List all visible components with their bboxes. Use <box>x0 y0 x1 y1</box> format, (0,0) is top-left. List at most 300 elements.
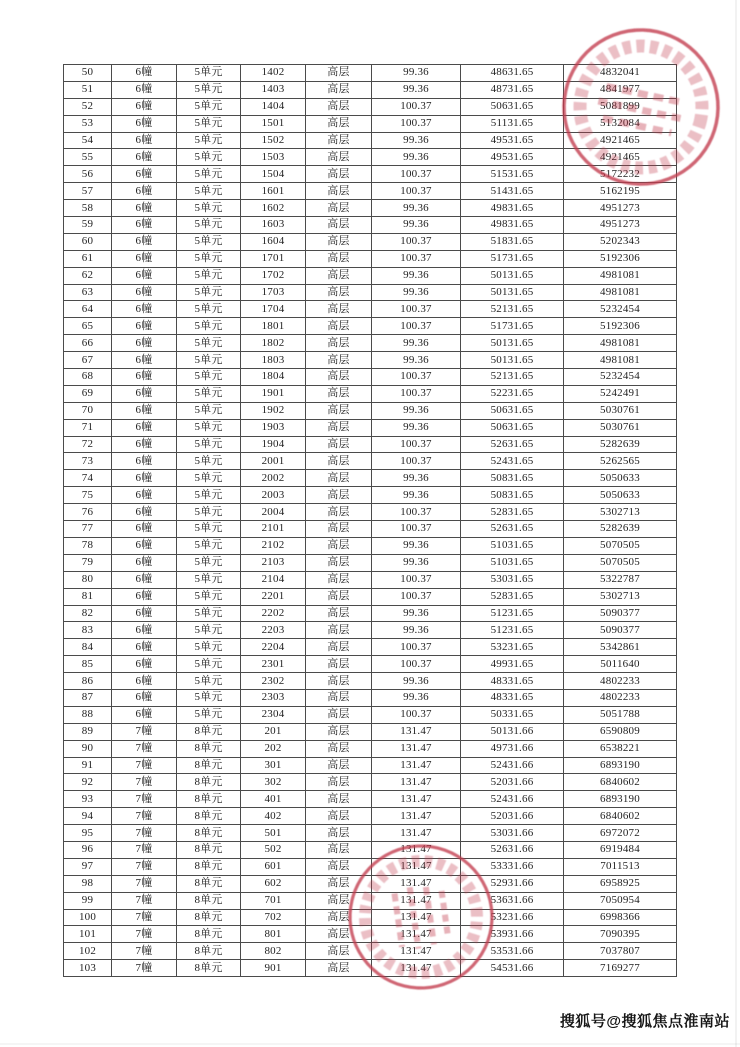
table-row <box>64 521 677 538</box>
table-row <box>64 352 677 369</box>
table-cell: 7037807 <box>564 943 677 960</box>
table-row <box>64 791 677 808</box>
table-cell: 2204 <box>241 639 306 656</box>
table-cell: 8单元 <box>177 740 241 757</box>
table-cell: 81 <box>64 588 112 605</box>
table-cell: 5232454 <box>564 301 677 318</box>
table-cell: 99.36 <box>372 419 461 436</box>
table-cell: 5302713 <box>564 588 677 605</box>
table-cell: 8单元 <box>177 757 241 774</box>
table-cell: 52131.65 <box>461 369 564 386</box>
table-cell: 99.36 <box>372 217 461 234</box>
table-cell: 7幢 <box>112 757 177 774</box>
table-row <box>64 774 677 791</box>
table-row <box>64 217 677 234</box>
table-cell: 5202343 <box>564 233 677 250</box>
table-cell: 64 <box>64 301 112 318</box>
table-cell: 100.37 <box>372 436 461 453</box>
table-cell: 高层 <box>306 723 372 740</box>
table-cell: 6幢 <box>112 419 177 436</box>
table-cell: 6幢 <box>112 385 177 402</box>
table-cell: 48631.65 <box>461 65 564 82</box>
table-cell: 92 <box>64 774 112 791</box>
table-cell: 1902 <box>241 402 306 419</box>
table-cell: 5192306 <box>564 250 677 267</box>
table-cell: 131.47 <box>372 960 461 977</box>
table-cell: 100.37 <box>372 571 461 588</box>
table-row <box>64 301 677 318</box>
table-cell: 2202 <box>241 605 306 622</box>
table-cell: 58 <box>64 200 112 217</box>
table-cell: 6893190 <box>564 757 677 774</box>
table-cell: 高层 <box>306 436 372 453</box>
table-cell: 1802 <box>241 335 306 352</box>
table-cell: 5单元 <box>177 81 241 98</box>
table-cell: 高层 <box>306 774 372 791</box>
table-cell: 48331.65 <box>461 673 564 690</box>
table-cell: 68 <box>64 369 112 386</box>
table-cell: 6幢 <box>112 200 177 217</box>
table-cell: 高层 <box>306 588 372 605</box>
table-cell: 53231.66 <box>461 909 564 926</box>
table-cell: 48331.65 <box>461 689 564 706</box>
table-row <box>64 98 677 115</box>
table-row <box>64 825 677 842</box>
table-cell: 50131.65 <box>461 284 564 301</box>
table-cell: 2002 <box>241 470 306 487</box>
table-cell: 8单元 <box>177 960 241 977</box>
table-cell: 6幢 <box>112 521 177 538</box>
table-cell: 6幢 <box>112 98 177 115</box>
table-cell: 高层 <box>306 554 372 571</box>
table-row <box>64 875 677 892</box>
table-row <box>64 909 677 926</box>
table-cell: 2101 <box>241 521 306 538</box>
table-cell: 高层 <box>306 419 372 436</box>
table-cell: 801 <box>241 926 306 943</box>
table-cell: 高层 <box>306 318 372 335</box>
table-cell: 6972072 <box>564 825 677 842</box>
table-cell: 51 <box>64 81 112 98</box>
table-cell: 5单元 <box>177 622 241 639</box>
table-cell: 高层 <box>306 149 372 166</box>
table-cell: 5单元 <box>177 335 241 352</box>
table-cell: 1704 <box>241 301 306 318</box>
table-cell: 99.36 <box>372 132 461 149</box>
table-cell: 100.37 <box>372 183 461 200</box>
table-cell: 1603 <box>241 217 306 234</box>
table-cell: 8单元 <box>177 926 241 943</box>
table-cell: 53931.66 <box>461 926 564 943</box>
table-cell: 100.37 <box>372 301 461 318</box>
table-cell: 高层 <box>306 335 372 352</box>
table-cell: 6840602 <box>564 774 677 791</box>
table-cell: 99.36 <box>372 65 461 82</box>
table-row <box>64 200 677 217</box>
table-cell: 131.47 <box>372 774 461 791</box>
table-cell: 5030761 <box>564 402 677 419</box>
table-cell: 5242491 <box>564 385 677 402</box>
table-cell: 5081899 <box>564 98 677 115</box>
table-cell: 5051788 <box>564 706 677 723</box>
table-cell: 2304 <box>241 706 306 723</box>
table-cell: 6958925 <box>564 875 677 892</box>
table-row <box>64 453 677 470</box>
table-cell: 6幢 <box>112 301 177 318</box>
table-cell: 8单元 <box>177 943 241 960</box>
table-cell: 51731.65 <box>461 250 564 267</box>
table-cell: 52631.66 <box>461 841 564 858</box>
table-row <box>64 402 677 419</box>
table-row <box>64 369 677 386</box>
table-cell: 1501 <box>241 115 306 132</box>
table-cell: 100.37 <box>372 250 461 267</box>
table-cell: 301 <box>241 757 306 774</box>
table-cell: 49831.65 <box>461 200 564 217</box>
table-cell: 6590809 <box>564 723 677 740</box>
table-cell: 1701 <box>241 250 306 267</box>
table-cell: 1903 <box>241 419 306 436</box>
table-cell: 7幢 <box>112 740 177 757</box>
table-cell: 5342861 <box>564 639 677 656</box>
table-cell: 高层 <box>306 98 372 115</box>
table-cell: 52431.65 <box>461 453 564 470</box>
table-cell: 50131.65 <box>461 335 564 352</box>
table-row <box>64 723 677 740</box>
table-cell: 5单元 <box>177 132 241 149</box>
table-cell: 5050633 <box>564 487 677 504</box>
table-cell: 高层 <box>306 301 372 318</box>
table-cell: 7幢 <box>112 875 177 892</box>
table-cell: 5262565 <box>564 453 677 470</box>
table-cell: 5162195 <box>564 183 677 200</box>
table-cell: 高层 <box>306 825 372 842</box>
table-cell: 802 <box>241 943 306 960</box>
table-cell: 高层 <box>306 369 372 386</box>
table-row <box>64 318 677 335</box>
table-cell: 131.47 <box>372 875 461 892</box>
table-cell: 6幢 <box>112 689 177 706</box>
table-cell: 2102 <box>241 537 306 554</box>
table-cell: 51131.65 <box>461 115 564 132</box>
table-cell: 5单元 <box>177 233 241 250</box>
table-cell: 7幢 <box>112 825 177 842</box>
table-cell: 54531.66 <box>461 960 564 977</box>
table-cell: 100.37 <box>372 369 461 386</box>
table-cell: 69 <box>64 385 112 402</box>
table-cell: 62 <box>64 267 112 284</box>
table-cell: 2203 <box>241 622 306 639</box>
table-cell: 6幢 <box>112 571 177 588</box>
table-cell: 高层 <box>306 81 372 98</box>
table-cell: 5050633 <box>564 470 677 487</box>
table-cell: 94 <box>64 808 112 825</box>
table-cell: 100.37 <box>372 453 461 470</box>
table-cell: 7169277 <box>564 960 677 977</box>
table-cell: 1804 <box>241 369 306 386</box>
table-cell: 8单元 <box>177 791 241 808</box>
table-row <box>64 960 677 977</box>
table-cell: 131.47 <box>372 825 461 842</box>
table-cell: 2303 <box>241 689 306 706</box>
table-cell: 高层 <box>306 791 372 808</box>
table-cell: 8单元 <box>177 723 241 740</box>
table-row <box>64 504 677 521</box>
table-row <box>64 267 677 284</box>
table-cell: 5单元 <box>177 453 241 470</box>
table-row <box>64 250 677 267</box>
table-cell: 67 <box>64 352 112 369</box>
table-row <box>64 132 677 149</box>
table-cell: 高层 <box>306 757 372 774</box>
table-cell: 51031.65 <box>461 537 564 554</box>
table-cell: 52431.66 <box>461 791 564 808</box>
table-cell: 6幢 <box>112 369 177 386</box>
table-cell: 7幢 <box>112 858 177 875</box>
price-table-body <box>64 65 677 977</box>
table-cell: 7幢 <box>112 723 177 740</box>
table-cell: 51231.65 <box>461 622 564 639</box>
table-cell: 高层 <box>306 183 372 200</box>
table-row <box>64 115 677 132</box>
table-cell: 高层 <box>306 943 372 960</box>
table-cell: 131.47 <box>372 808 461 825</box>
table-cell: 5单元 <box>177 267 241 284</box>
table-row <box>64 149 677 166</box>
table-cell: 50131.65 <box>461 267 564 284</box>
table-cell: 6幢 <box>112 233 177 250</box>
table-row <box>64 943 677 960</box>
table-cell: 5单元 <box>177 571 241 588</box>
table-cell: 100.37 <box>372 115 461 132</box>
table-cell: 61 <box>64 250 112 267</box>
table-cell: 8单元 <box>177 892 241 909</box>
table-cell: 98 <box>64 875 112 892</box>
table-cell: 7幢 <box>112 791 177 808</box>
table-cell: 91 <box>64 757 112 774</box>
table-cell: 99 <box>64 892 112 909</box>
table-cell: 100.37 <box>372 385 461 402</box>
table-cell: 1602 <box>241 200 306 217</box>
table-cell: 48731.65 <box>461 81 564 98</box>
table-cell: 99.36 <box>372 81 461 98</box>
table-cell: 高层 <box>306 892 372 909</box>
table-cell: 52431.66 <box>461 757 564 774</box>
table-cell: 1604 <box>241 233 306 250</box>
table-cell: 8单元 <box>177 841 241 858</box>
table-cell: 100.37 <box>372 656 461 673</box>
table-cell: 4802233 <box>564 673 677 690</box>
table-cell: 5单元 <box>177 183 241 200</box>
table-cell: 51831.65 <box>461 233 564 250</box>
table-cell: 6幢 <box>112 588 177 605</box>
table-cell: 8单元 <box>177 858 241 875</box>
table-cell: 4981081 <box>564 352 677 369</box>
table-cell: 5单元 <box>177 98 241 115</box>
table-cell: 50 <box>64 65 112 82</box>
table-cell: 7幢 <box>112 808 177 825</box>
table-cell: 99.36 <box>372 335 461 352</box>
table-cell: 202 <box>241 740 306 757</box>
table-cell: 99.36 <box>372 554 461 571</box>
table-row <box>64 284 677 301</box>
table-cell: 53231.65 <box>461 639 564 656</box>
table-cell: 401 <box>241 791 306 808</box>
table-cell: 高层 <box>306 740 372 757</box>
table-cell: 高层 <box>306 605 372 622</box>
table-cell: 8单元 <box>177 875 241 892</box>
table-cell: 4841977 <box>564 81 677 98</box>
table-row <box>64 588 677 605</box>
table-cell: 5单元 <box>177 521 241 538</box>
table-cell: 85 <box>64 656 112 673</box>
table-cell: 2301 <box>241 656 306 673</box>
table-cell: 54 <box>64 132 112 149</box>
table-cell: 高层 <box>306 115 372 132</box>
table-row <box>64 233 677 250</box>
table-cell: 102 <box>64 943 112 960</box>
table-cell: 53531.66 <box>461 943 564 960</box>
table-cell: 6幢 <box>112 639 177 656</box>
table-cell: 6幢 <box>112 537 177 554</box>
table-cell: 7幢 <box>112 841 177 858</box>
table-cell: 78 <box>64 537 112 554</box>
table-cell: 5302713 <box>564 504 677 521</box>
table-cell: 52031.66 <box>461 774 564 791</box>
table-cell: 1702 <box>241 267 306 284</box>
table-cell: 84 <box>64 639 112 656</box>
table-cell: 82 <box>64 605 112 622</box>
table-cell: 100.37 <box>372 233 461 250</box>
table-cell: 7幢 <box>112 960 177 977</box>
table-cell: 96 <box>64 841 112 858</box>
table-cell: 50631.65 <box>461 98 564 115</box>
table-cell: 63 <box>64 284 112 301</box>
table-cell: 88 <box>64 706 112 723</box>
table-cell: 6幢 <box>112 470 177 487</box>
table-cell: 高层 <box>306 65 372 82</box>
table-cell: 高层 <box>306 571 372 588</box>
table-cell: 5单元 <box>177 605 241 622</box>
table-row <box>64 605 677 622</box>
page-edge <box>735 0 737 1047</box>
table-row <box>64 335 677 352</box>
table-cell: 99.36 <box>372 537 461 554</box>
table-cell: 52831.65 <box>461 588 564 605</box>
table-cell: 4981081 <box>564 267 677 284</box>
table-cell: 90 <box>64 740 112 757</box>
table-cell: 1403 <box>241 81 306 98</box>
table-cell: 53031.66 <box>461 825 564 842</box>
table-cell: 100.37 <box>372 521 461 538</box>
table-cell: 6幢 <box>112 267 177 284</box>
table-cell: 99.36 <box>372 689 461 706</box>
table-cell: 99.36 <box>372 605 461 622</box>
table-cell: 高层 <box>306 200 372 217</box>
table-cell: 高层 <box>306 132 372 149</box>
table-cell: 高层 <box>306 267 372 284</box>
table-row <box>64 487 677 504</box>
table-cell: 56 <box>64 166 112 183</box>
table-cell: 5单元 <box>177 149 241 166</box>
table-cell: 52631.65 <box>461 521 564 538</box>
table-row <box>64 639 677 656</box>
table-cell: 1901 <box>241 385 306 402</box>
table-cell: 6幢 <box>112 487 177 504</box>
table-cell: 73 <box>64 453 112 470</box>
table-cell: 51531.65 <box>461 166 564 183</box>
table-row <box>64 554 677 571</box>
table-cell: 6幢 <box>112 217 177 234</box>
table-cell: 8单元 <box>177 825 241 842</box>
table-row <box>64 808 677 825</box>
table-cell: 4981081 <box>564 284 677 301</box>
table-cell: 5070505 <box>564 537 677 554</box>
table-cell: 5132084 <box>564 115 677 132</box>
page-edge <box>0 1043 740 1045</box>
table-cell: 高层 <box>306 858 372 875</box>
table-cell: 79 <box>64 554 112 571</box>
table-cell: 5单元 <box>177 301 241 318</box>
table-cell: 1504 <box>241 166 306 183</box>
table-cell: 100.37 <box>372 166 461 183</box>
watermark-footer: 搜狐号@搜狐焦点淮南站 <box>559 1013 730 1030</box>
table-cell: 99.36 <box>372 284 461 301</box>
table-cell: 高层 <box>306 622 372 639</box>
table-cell: 6幢 <box>112 673 177 690</box>
table-cell: 高层 <box>306 250 372 267</box>
table-cell: 49831.65 <box>461 217 564 234</box>
table-cell: 99.36 <box>372 673 461 690</box>
table-cell: 131.47 <box>372 858 461 875</box>
table-cell: 6幢 <box>112 65 177 82</box>
table-cell: 99.36 <box>372 402 461 419</box>
table-cell: 1601 <box>241 183 306 200</box>
table-cell: 5232454 <box>564 369 677 386</box>
table-cell: 51231.65 <box>461 605 564 622</box>
table-cell: 50331.65 <box>461 706 564 723</box>
table-cell: 131.47 <box>372 909 461 926</box>
table-cell: 201 <box>241 723 306 740</box>
table-cell: 4981081 <box>564 335 677 352</box>
table-cell: 5单元 <box>177 656 241 673</box>
table-cell: 100.37 <box>372 639 461 656</box>
table-cell: 5单元 <box>177 318 241 335</box>
table-cell: 7幢 <box>112 909 177 926</box>
table-cell: 74 <box>64 470 112 487</box>
table-cell: 50831.65 <box>461 487 564 504</box>
table-cell: 2103 <box>241 554 306 571</box>
table-cell: 99.36 <box>372 622 461 639</box>
table-cell: 702 <box>241 909 306 926</box>
table-cell: 49731.66 <box>461 740 564 757</box>
table-cell: 7050954 <box>564 892 677 909</box>
table-cell: 901 <box>241 960 306 977</box>
table-cell: 100.37 <box>372 588 461 605</box>
table-row <box>64 740 677 757</box>
table-cell: 52231.65 <box>461 385 564 402</box>
table-row <box>64 689 677 706</box>
table-cell: 1904 <box>241 436 306 453</box>
table-cell: 53331.66 <box>461 858 564 875</box>
table-cell: 5单元 <box>177 487 241 504</box>
table-cell: 131.47 <box>372 757 461 774</box>
table-cell: 6幢 <box>112 402 177 419</box>
table-cell: 6幢 <box>112 318 177 335</box>
table-cell: 80 <box>64 571 112 588</box>
table-row <box>64 656 677 673</box>
table-row <box>64 537 677 554</box>
